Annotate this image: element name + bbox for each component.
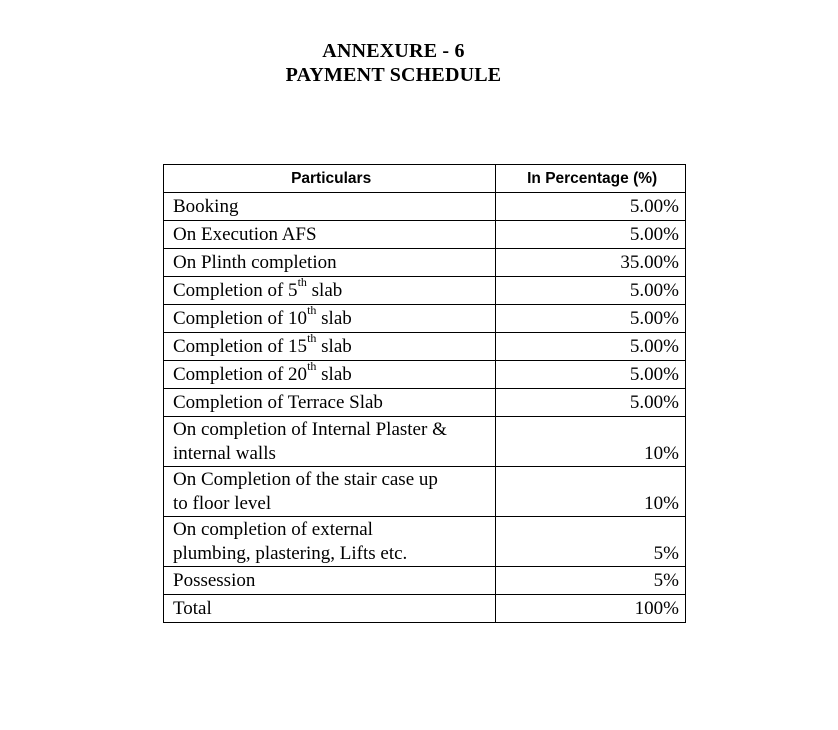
particular-cell xyxy=(164,277,496,305)
total-label: Total xyxy=(173,598,212,619)
particular-cell xyxy=(164,221,496,249)
table-row xyxy=(164,249,686,277)
particular-text: Completion of 5 xyxy=(173,280,298,301)
total-percent-cell: 100% xyxy=(496,595,686,623)
table-row xyxy=(164,305,686,333)
table-row xyxy=(164,389,686,417)
percent-cell: 35.00% xyxy=(496,249,686,277)
particular-cell xyxy=(164,417,496,467)
particular-text-tail: slab xyxy=(316,308,352,329)
percent-cell: 5.00% xyxy=(496,333,686,361)
table-row xyxy=(164,193,686,221)
particular-text: Completion of 15 xyxy=(173,336,308,357)
particular-cell xyxy=(164,517,496,567)
percent-cell: 5.00% xyxy=(496,389,686,417)
table-row xyxy=(164,277,686,305)
ordinal-suffix: th xyxy=(307,359,317,373)
particular-text: On Plinth completion xyxy=(173,252,337,273)
table-row xyxy=(164,221,686,249)
percent-cell: 5.00% xyxy=(496,277,686,305)
particular-line-2: internal walls xyxy=(173,443,276,464)
percent-cell: 5.00% xyxy=(496,361,686,389)
particular-text-tail: slab xyxy=(316,336,352,357)
table-row xyxy=(164,361,686,389)
particular-text: Possession xyxy=(173,570,256,591)
table-row xyxy=(164,333,686,361)
particular-text: Booking xyxy=(173,196,239,217)
particular-line-2: to floor level xyxy=(173,493,272,514)
percent-cell: 5.00% xyxy=(496,221,686,249)
table-row xyxy=(164,467,686,517)
particular-line-1: On completion of external xyxy=(173,519,373,540)
table-row xyxy=(164,567,686,595)
particular-line-1: On Completion of the stair case up xyxy=(173,469,438,490)
table-row xyxy=(164,517,686,567)
particular-cell xyxy=(164,333,496,361)
percent-cell: 5% xyxy=(496,517,686,567)
particular-text: Completion of Terrace Slab xyxy=(173,392,383,413)
header-particulars: Particulars xyxy=(164,165,496,193)
ordinal-suffix: th xyxy=(307,303,317,317)
particular-text-tail: slab xyxy=(316,364,352,385)
table-row xyxy=(164,417,686,467)
particular-text: Completion of 10 xyxy=(173,308,308,329)
percent-cell: 5% xyxy=(496,567,686,595)
header-percentage: In Percentage (%) xyxy=(496,165,686,193)
particular-line-1: On completion of Internal Plaster & xyxy=(173,419,447,440)
percent-cell: 5.00% xyxy=(496,193,686,221)
particular-cell xyxy=(164,595,496,623)
percent-cell: 5.00% xyxy=(496,305,686,333)
particular-text-tail: slab xyxy=(306,280,343,301)
ordinal-suffix: th xyxy=(297,275,307,289)
payment-schedule-subtitle: PAYMENT SCHEDULE xyxy=(285,64,502,86)
total-row xyxy=(164,595,686,623)
table-header-row xyxy=(164,165,686,193)
percent-cell: 10% xyxy=(496,417,686,467)
particular-text: On Execution AFS xyxy=(173,224,317,245)
particular-cell xyxy=(164,305,496,333)
particular-cell xyxy=(164,567,496,595)
particular-line-2: plumbing, plastering, Lifts etc. xyxy=(173,543,408,564)
particular-cell xyxy=(164,467,496,517)
ordinal-suffix: th xyxy=(307,331,317,345)
payment-schedule-table xyxy=(163,164,686,623)
annexure-title: ANNEXURE - 6 xyxy=(322,40,465,62)
particular-text: Completion of 20 xyxy=(173,364,308,385)
particular-cell xyxy=(164,389,496,417)
particular-cell xyxy=(164,193,496,221)
percent-cell: 10% xyxy=(496,467,686,517)
particular-cell xyxy=(164,249,496,277)
particular-cell xyxy=(164,361,496,389)
